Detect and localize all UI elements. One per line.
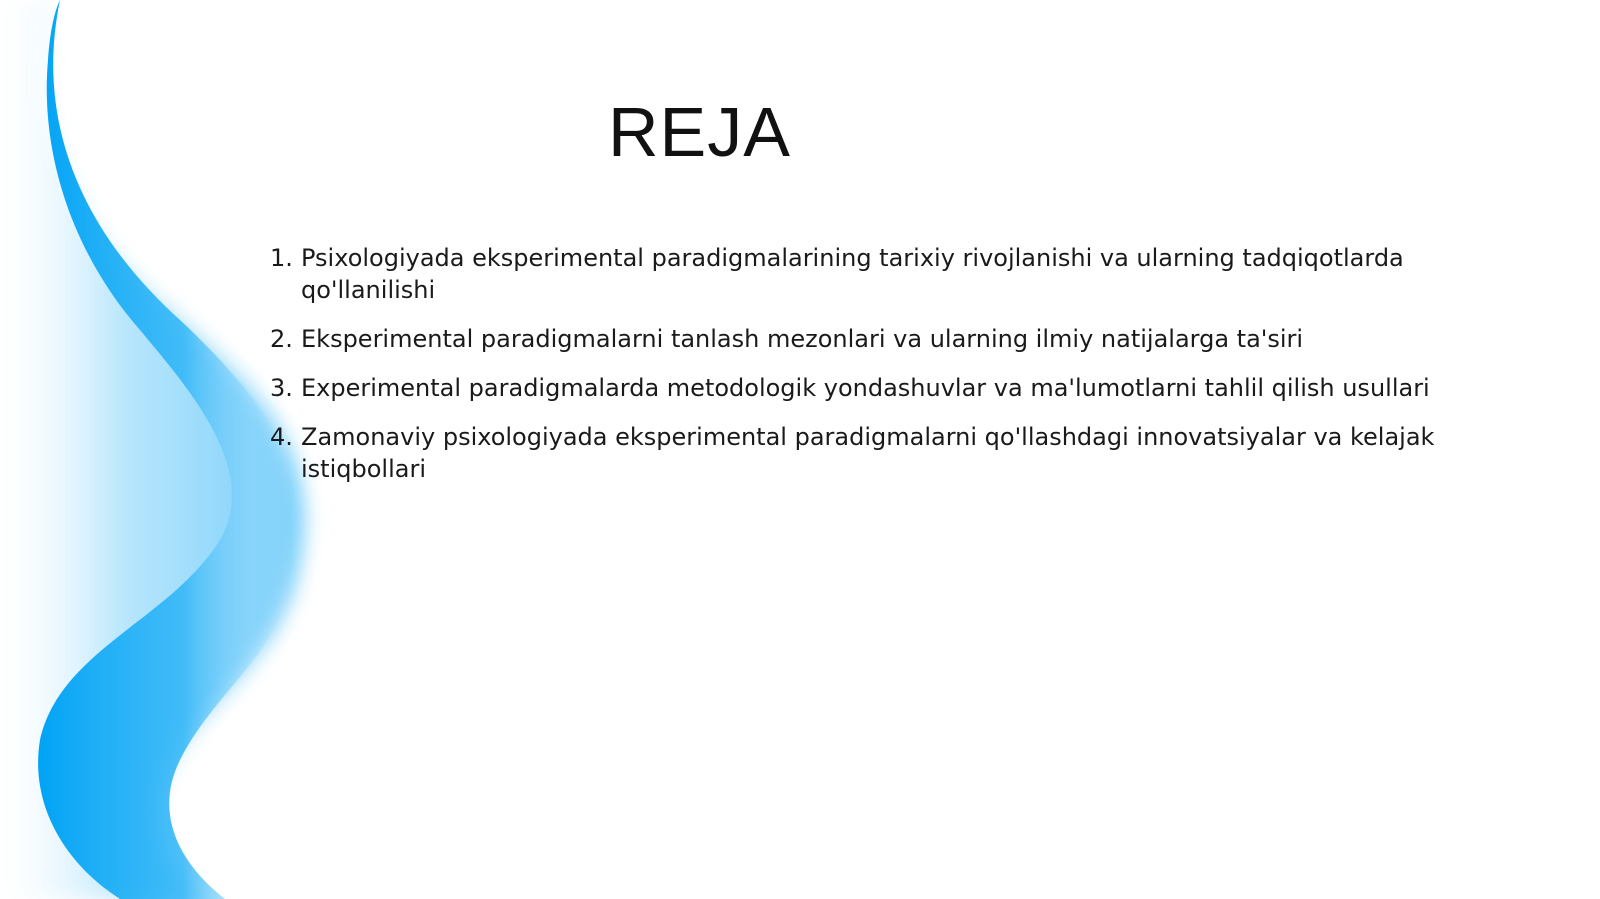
list-item-number: 3. xyxy=(270,374,293,402)
list-item xyxy=(270,242,1460,306)
list-item-number: 4. xyxy=(270,423,293,451)
list-item xyxy=(270,372,1460,404)
list-item-text: Psixologiyada eksperimental paradigmalarining tarixiy rivojlanishi va ularning tadqiqotlarda qo'llanilishi xyxy=(301,244,1404,304)
list-item-number: 1. xyxy=(270,244,293,272)
list-item-text: Experimental paradigmalarda metodologik yondashuvlar va ma'lumotlarni tahlil qilish usullari xyxy=(301,374,1430,402)
slide-title: REJA xyxy=(608,93,791,171)
plan-list xyxy=(270,242,1460,502)
list-item-text: Eksperimental paradigmalarni tanlash mezonlari va ularning ilmiy natijalarga ta'siri xyxy=(301,325,1304,353)
list-item xyxy=(270,421,1460,485)
list-item xyxy=(270,323,1460,355)
list-item-number: 2. xyxy=(270,325,293,353)
list-item-text: Zamonaviy psixologiyada eksperimental paradigmalarni qo'llashdagi innovatsiyalar va kelajak istiqbollari xyxy=(301,423,1435,483)
